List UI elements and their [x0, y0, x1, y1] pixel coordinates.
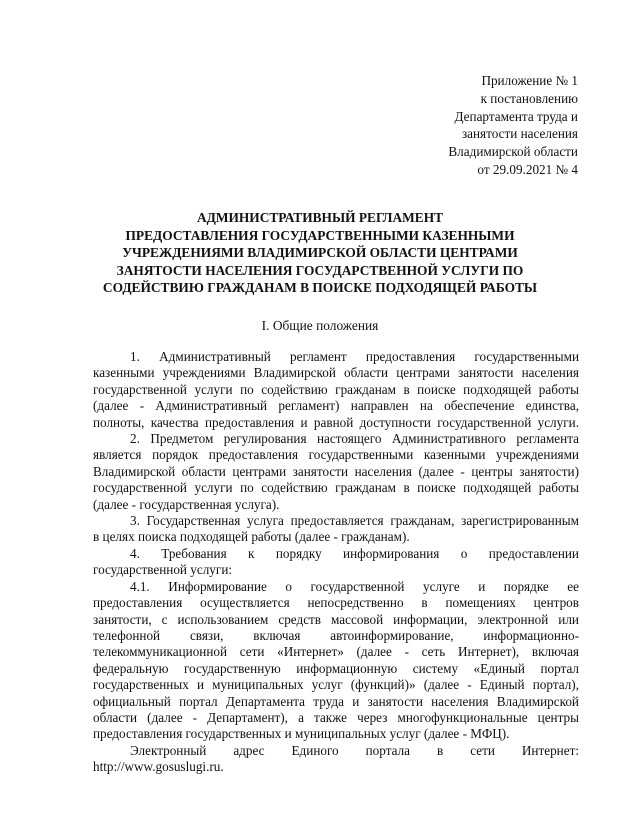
title-line: СОДЕЙСТВИЮ ГРАЖДАНАМ В ПОИСКЕ ПОДХОДЯЩЕЙ РАБОТЫ [102, 280, 538, 296]
text-line: телефонной связи, включая автоинформирование, информационно- [93, 627, 579, 643]
text-line: официальный портал Департамента труда и занятости населения Владимирской [93, 693, 579, 709]
text-line: 4.1. Информирование о государственной услуге и порядке ее [130, 578, 579, 594]
appendix-line: занятости населения [461, 126, 578, 142]
text-line: занятости, с использованием средств массовой информации, электронной или [93, 611, 579, 627]
appendix-line: Департамента труда и [454, 108, 578, 124]
appendix-line: Владимирской области [448, 144, 578, 160]
paragraph-2 [93, 431, 579, 513]
text-line: 1. Административный регламент предоставления государственными [130, 349, 579, 364]
text-line: (далее - государственная услуга). [93, 496, 280, 512]
text-line: Владимирской области центрами занятости населения (далее - центры занятости) [93, 463, 579, 479]
text-line: предоставления осуществляется непосредственно в помещениях центров [93, 595, 579, 611]
paragraph-website [93, 743, 579, 776]
title-line: АДМИНИСТРАТИВНЫЙ РЕГЛАМЕНТ [196, 210, 444, 225]
text-line: 2. Предметом регулирования настоящего Административного регламента [130, 431, 579, 447]
text-line: федеральную государственную информационную систему «Единый портал [93, 660, 579, 676]
section-heading: I. Общие положения [261, 318, 379, 333]
text-line: предоставления государственных и муниципальных услуг (далее - МФЦ). [93, 726, 510, 742]
text-line: 3. Государственная услуга предоставляется гражданам, зарегистрированным [130, 513, 579, 529]
text-line: 4. Требования к порядку информирования о предоставлении [130, 545, 579, 561]
document-title [60, 209, 580, 297]
appendix-block [448, 72, 578, 179]
text-line: является порядок предоставления государственными казенными учреждениями [93, 447, 579, 463]
title-line: ПРЕДОСТАВЛЕНИЯ ГОСУДАРСТВЕННЫМИ КАЗЕННЫМИ [125, 227, 515, 243]
text-line: (далее - Административный регламент) направлен на обеспечение единства, [93, 398, 579, 414]
paragraph-4-1 [93, 579, 579, 743]
text-line: Электронный адрес Единого портала в сети Интернет: [130, 742, 579, 758]
text-line: государственных и муниципальных услуг (функций)» (далее - Единый портал), [93, 677, 579, 693]
text-line: государственной услуги по содействию гражданам в поиске подходящей работы [93, 381, 579, 397]
text-line: полноты, качества предоставления и равной доступности государственной услуги. [93, 414, 579, 430]
text-line: телекоммуникационной сети «Интернет» (далее - сеть Интернет), включая [93, 644, 579, 660]
text-line: государственной услуги по содействию гражданам в поиске подходящей работы [93, 480, 579, 496]
text-line: в целях поиска подходящей работы (далее - гражданам). [93, 529, 410, 545]
appendix-line: Приложение № 1 [481, 73, 578, 88]
document-body [93, 349, 579, 776]
appendix-line: к постановлению [480, 90, 578, 106]
title-line: ЗАНЯТОСТИ НАСЕЛЕНИЯ ГОСУДАРСТВЕННОЙ УСЛУГИ ПО [116, 262, 524, 278]
appendix-line: от 29.09.2021 № 4 [477, 161, 578, 177]
text-line: казенными учреждениями Владимирской области центрами занятости населения [93, 365, 579, 381]
paragraph-1 [93, 349, 579, 431]
text-line: государственной услуги: [93, 562, 233, 578]
website-link[interactable]: http://www.gosuslugi.ru. [93, 759, 224, 775]
paragraph-3 [93, 513, 579, 546]
title-line: УЧРЕЖДЕНИЯМИ ВЛАДИМИРСКОЙ ОБЛАСТИ ЦЕНТРАМИ [122, 245, 518, 261]
text-line: области (далее - Департамент), а также через многофункциональные центры [93, 709, 579, 725]
paragraph-4 [93, 546, 579, 579]
